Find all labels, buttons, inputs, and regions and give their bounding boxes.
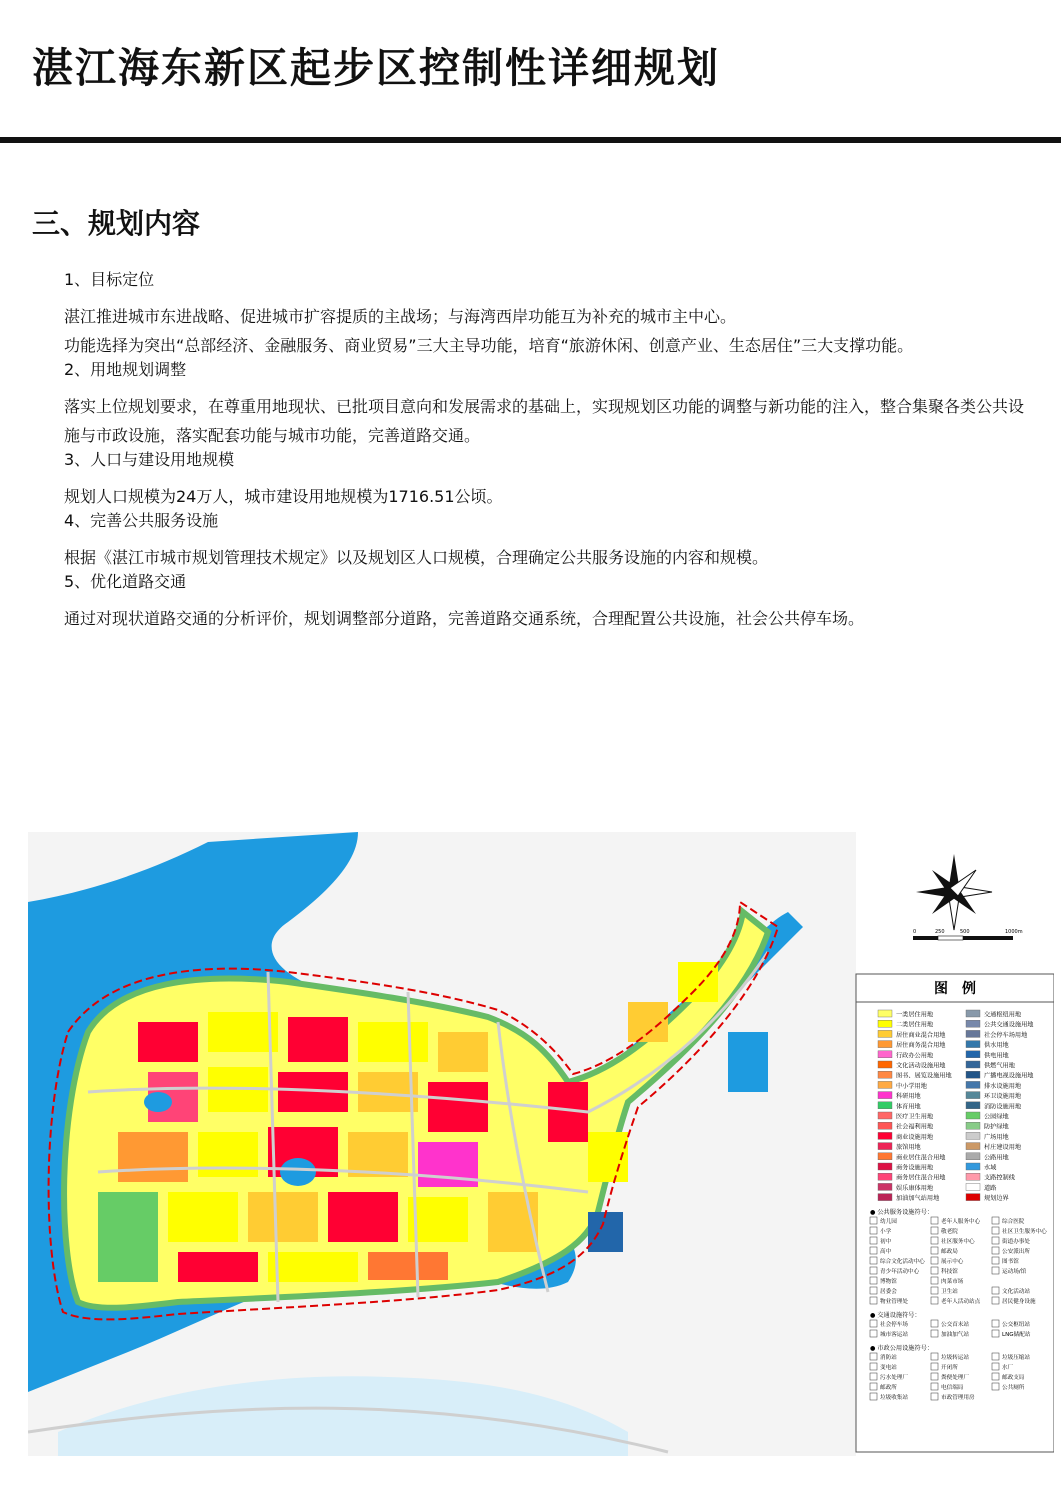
item-5 <box>64 572 1024 633</box>
facility-label: 垃圾压缩站 <box>1002 1355 1030 1361</box>
legend-swatch <box>878 1163 892 1170</box>
facility-symbol <box>870 1237 877 1244</box>
legend-title: 图 例 <box>934 981 976 997</box>
facility-symbol <box>992 1363 999 1370</box>
legend-label: 供燃气用地 <box>984 1062 1015 1070</box>
legend-swatch <box>878 1132 892 1139</box>
legend-label: 支路控制线 <box>984 1174 1015 1182</box>
legend-swatch <box>966 1132 980 1139</box>
legend-label: 娱乐康体用地 <box>896 1184 934 1192</box>
facility-symbol <box>931 1217 938 1224</box>
legend-label: 公共交通设施用地 <box>984 1021 1034 1029</box>
facility-label: 粪便处理厂 <box>941 1375 969 1381</box>
facility-label: 幼儿园 <box>880 1219 897 1225</box>
facility-symbol <box>931 1277 938 1284</box>
facility-symbol <box>992 1353 999 1360</box>
facility-symbol <box>870 1217 877 1224</box>
facility-label: 敬老院 <box>941 1229 958 1235</box>
facility-symbol <box>870 1277 877 1284</box>
facility-symbol <box>992 1383 999 1390</box>
legend-label: 防护绿地 <box>984 1123 1009 1131</box>
facility-symbol <box>870 1383 877 1390</box>
facility-label: 社区卫生服务中心 <box>1002 1229 1047 1235</box>
legend-label: 消防设施用地 <box>984 1103 1022 1111</box>
facility-symbol <box>992 1373 999 1380</box>
legend-swatch <box>878 1102 892 1109</box>
symbol-group-header: ● 交通设施符号： <box>870 1312 921 1319</box>
facility-symbol <box>870 1227 877 1234</box>
facility-label: 运动场/馆 <box>1002 1269 1027 1275</box>
facility-label: LNG储配站 <box>1002 1332 1031 1338</box>
item-3 <box>64 450 1024 511</box>
legend-label: 排水设施用地 <box>984 1082 1022 1090</box>
facility-symbol <box>992 1267 999 1274</box>
facility-symbol <box>992 1227 999 1234</box>
legend-swatch <box>878 1071 892 1078</box>
legend-swatch <box>966 1061 980 1068</box>
facility-symbol <box>870 1297 877 1304</box>
legend <box>856 974 1054 1452</box>
facility-symbol <box>870 1320 877 1327</box>
legend-label: 村庄建设用地 <box>984 1144 1022 1152</box>
item-heading: 4、完善公共服务设施 <box>64 511 219 530</box>
facility-label: 社区服务中心 <box>941 1239 975 1245</box>
facility-label: 老年人活动站点 <box>941 1299 981 1305</box>
legend-label: 商业居住混合用地 <box>896 1154 946 1162</box>
legend-swatch <box>966 1102 980 1109</box>
legend-swatch <box>878 1194 892 1201</box>
facility-label: 综合医院 <box>1002 1219 1025 1225</box>
facility-symbol <box>992 1217 999 1224</box>
facility-symbol <box>870 1330 877 1337</box>
facility-label: 老年人服务中心 <box>941 1219 981 1225</box>
facility-symbol <box>870 1373 877 1380</box>
facility-label: 电信端局 <box>941 1385 964 1391</box>
legend-label: 体育用地 <box>896 1103 921 1111</box>
facility-label: 公共厕所 <box>1002 1385 1025 1391</box>
item-1 <box>64 270 1024 360</box>
legend-label: 二类居住用地 <box>896 1021 934 1029</box>
legend-swatch <box>966 1122 980 1129</box>
facility-symbol <box>931 1237 938 1244</box>
legend-swatch <box>878 1183 892 1190</box>
legend-label: 加油加气站用地 <box>896 1195 940 1203</box>
facility-label: 消防站 <box>880 1355 897 1361</box>
legend-label: 商务设施用地 <box>896 1164 934 1172</box>
legend-swatch <box>878 1112 892 1119</box>
item-heading: 1、目标定位 <box>64 270 155 289</box>
legend-label: 中小学用地 <box>896 1082 927 1090</box>
legend-swatch <box>878 1041 892 1048</box>
facility-label: 社会停车场 <box>880 1322 908 1328</box>
facility-label: 污水处理厂 <box>880 1375 908 1381</box>
item-2 <box>64 360 1024 450</box>
facility-symbol <box>931 1257 938 1264</box>
facility-label: 变电站 <box>880 1365 897 1371</box>
facility-symbol <box>931 1383 938 1390</box>
legend-swatch <box>878 1010 892 1017</box>
scale-label: 500 <box>960 929 970 935</box>
legend-label: 供水用地 <box>984 1042 1009 1050</box>
legend-swatch <box>966 1143 980 1150</box>
legend-swatch <box>878 1092 892 1099</box>
item-heading: 2、用地规划调整 <box>64 360 187 379</box>
section-title: 三、规划内容 <box>32 207 201 240</box>
facility-symbol <box>992 1297 999 1304</box>
facility-label: 开闭所 <box>941 1365 958 1371</box>
scale-label: 0 <box>913 929 917 935</box>
item-paragraph: 通过对现状道路交通的分析评价，规划调整部分道路，完善道路交通系统，合理配置公共设施，社会公共停车场。 <box>64 609 865 628</box>
title-divider <box>0 137 1061 143</box>
legend-swatch <box>878 1122 892 1129</box>
facility-symbol <box>931 1320 938 1327</box>
legend-label: 交通枢纽用地 <box>984 1011 1022 1019</box>
legend-swatch <box>966 1041 980 1048</box>
facility-symbol <box>992 1247 999 1254</box>
legend-label: 供电用地 <box>984 1052 1009 1060</box>
facility-symbol <box>992 1237 999 1244</box>
facility-label: 市政管理用房 <box>941 1395 975 1401</box>
legend-swatch <box>878 1020 892 1027</box>
facility-symbol <box>931 1363 938 1370</box>
facility-symbol <box>931 1227 938 1234</box>
facility-label: 卫生站 <box>941 1289 958 1295</box>
facility-symbol <box>870 1267 877 1274</box>
facility-symbol <box>992 1330 999 1337</box>
facility-label: 公交枢纽站 <box>1002 1322 1030 1328</box>
scale-label: 1000m <box>1005 929 1023 935</box>
facility-label: 肉菜市场 <box>941 1279 964 1285</box>
facility-label: 综合文化活动中心 <box>880 1259 925 1265</box>
legend-swatch <box>878 1081 892 1088</box>
facility-symbol <box>870 1353 877 1360</box>
north-arrow <box>916 854 992 930</box>
legend-swatch <box>878 1153 892 1160</box>
facility-label: 邮政局 <box>941 1249 958 1255</box>
facility-symbol <box>992 1287 999 1294</box>
legend-label: 图书、展览设施用地 <box>896 1072 952 1080</box>
legend-label: 行政办公用地 <box>896 1052 934 1060</box>
facility-label: 图书馆 <box>1002 1259 1019 1265</box>
legend-swatch <box>966 1194 980 1201</box>
facility-label: 垃圾收集站 <box>880 1395 908 1401</box>
facility-label: 博物馆 <box>880 1279 897 1285</box>
legend-label: 社会福利用地 <box>896 1123 934 1131</box>
facility-symbol <box>931 1393 938 1400</box>
legend-swatch <box>878 1061 892 1068</box>
legend-swatch <box>966 1153 980 1160</box>
legend-label: 广场用地 <box>984 1133 1009 1141</box>
item-paragraph: 根据《湛江市城市规划管理技术规定》以及规划区人口规模，合理确定公共服务设施的内容和规模。 <box>64 548 769 567</box>
facility-symbol <box>931 1297 938 1304</box>
legend-swatch <box>966 1163 980 1170</box>
legend-label: 商业设施用地 <box>896 1133 934 1141</box>
legend-label: 商务居住混合用地 <box>896 1174 946 1182</box>
legend-label: 道路 <box>984 1184 997 1192</box>
legend-label: 公路用地 <box>984 1154 1009 1162</box>
facility-symbol <box>931 1373 938 1380</box>
facility-symbol <box>931 1247 938 1254</box>
legend-swatch <box>966 1010 980 1017</box>
facility-label: 高中 <box>880 1249 892 1255</box>
item-paragraph: 落实上位规划要求，在尊重用地现状、已批项目意向和发展需求的基础上，实现规划区功能的调整与新功能的注入，整合集聚各类公共设施与市政设施，落实配套功能与城市功能，完善道路交通。 <box>64 397 1025 445</box>
legend-swatch <box>966 1030 980 1037</box>
facility-symbol <box>992 1320 999 1327</box>
facility-label: 城市客运站 <box>880 1332 908 1338</box>
facility-label: 公安派出所 <box>1002 1249 1030 1255</box>
facility-label: 邮政支局 <box>1002 1375 1025 1381</box>
legend-label: 公园绿地 <box>984 1113 1009 1121</box>
legend-label: 文化活动设施用地 <box>896 1062 946 1070</box>
facility-symbol <box>870 1247 877 1254</box>
legend-label: 社会停车场用地 <box>984 1031 1028 1039</box>
item-paragraph: 湛江推进城市东进战略、促进城市扩容提质的主战场；与海湾西岸功能互为补充的城市主中心。 <box>64 307 737 326</box>
facility-label: 文化活动站 <box>1002 1289 1030 1295</box>
legend-label: 旅馆用地 <box>896 1144 921 1152</box>
facility-label: 垃圾转运站 <box>941 1355 969 1361</box>
facility-symbol <box>992 1257 999 1264</box>
legend-label: 居住商业混合用地 <box>896 1031 946 1039</box>
item-heading: 5、优化道路交通 <box>64 572 187 591</box>
legend-swatch <box>966 1071 980 1078</box>
facility-symbol <box>931 1267 938 1274</box>
legend-swatch <box>966 1092 980 1099</box>
legend-swatch <box>966 1081 980 1088</box>
legend-label: 规划边界 <box>984 1195 1009 1203</box>
scale-label: 250 <box>935 929 945 935</box>
item-4 <box>64 511 1024 572</box>
legend-swatch <box>966 1112 980 1119</box>
facility-label: 加油加气站 <box>941 1332 969 1338</box>
legend-label: 环卫设施用地 <box>984 1093 1022 1101</box>
legend-label: 水域 <box>984 1164 997 1172</box>
facility-symbol <box>931 1287 938 1294</box>
legend-swatch <box>966 1183 980 1190</box>
legend-swatch <box>878 1030 892 1037</box>
legend-label: 居住商务混合用地 <box>896 1042 946 1050</box>
legend-swatch <box>966 1020 980 1027</box>
item-paragraph: 规划人口规模为24万人，城市建设用地规模为1716.51公顷。 <box>64 487 503 506</box>
facility-symbol <box>931 1353 938 1360</box>
legend-swatch <box>966 1173 980 1180</box>
facility-label: 小学 <box>880 1229 892 1235</box>
facility-label: 展示中心 <box>941 1259 964 1265</box>
facility-symbol <box>870 1363 877 1370</box>
facility-symbol <box>931 1330 938 1337</box>
legend-swatch <box>878 1143 892 1150</box>
facility-label: 居委会 <box>880 1289 897 1295</box>
legend-label: 科研用地 <box>896 1093 921 1101</box>
facility-label: 青少年活动中心 <box>880 1269 920 1275</box>
item-paragraph: 功能选择为突出“总部经济、金融服务、商业贸易”三大主导功能，培育“旅游休闲、创意产业、生态居住”三大支撑功能。 <box>64 336 914 355</box>
legend-swatch <box>878 1173 892 1180</box>
facility-label: 物业管理处 <box>880 1299 908 1305</box>
legend-label: 广播电视设施用地 <box>984 1072 1034 1080</box>
land-use-plan-map <box>28 832 1054 1456</box>
facility-label: 邮政所 <box>880 1385 897 1391</box>
facility-symbol <box>870 1393 877 1400</box>
facility-label: 水厂 <box>1002 1365 1014 1371</box>
symbol-group-header: ● 公共服务设施符号： <box>870 1209 934 1216</box>
legend-label: 一类居住用地 <box>896 1011 934 1019</box>
facility-symbol <box>870 1287 877 1294</box>
facility-label: 居民健身设施 <box>1002 1299 1036 1305</box>
document-title: 湛江海东新区起步区控制性详细规划 <box>32 44 720 92</box>
legend-swatch <box>966 1051 980 1058</box>
legend-label: 医疗卫生用地 <box>896 1113 934 1121</box>
facility-label: 科技馆 <box>941 1269 958 1275</box>
facility-label: 初中 <box>880 1239 892 1245</box>
item-heading: 3、人口与建设用地规模 <box>64 450 235 469</box>
symbol-group-header: ● 市政公用设施符号： <box>870 1345 934 1352</box>
content-body <box>64 270 1024 633</box>
facility-label: 街道办事处 <box>1002 1239 1030 1245</box>
scale-bar <box>913 929 1023 940</box>
legend-swatch <box>878 1051 892 1058</box>
facility-label: 公交首末站 <box>941 1322 969 1328</box>
facility-symbol <box>870 1257 877 1264</box>
